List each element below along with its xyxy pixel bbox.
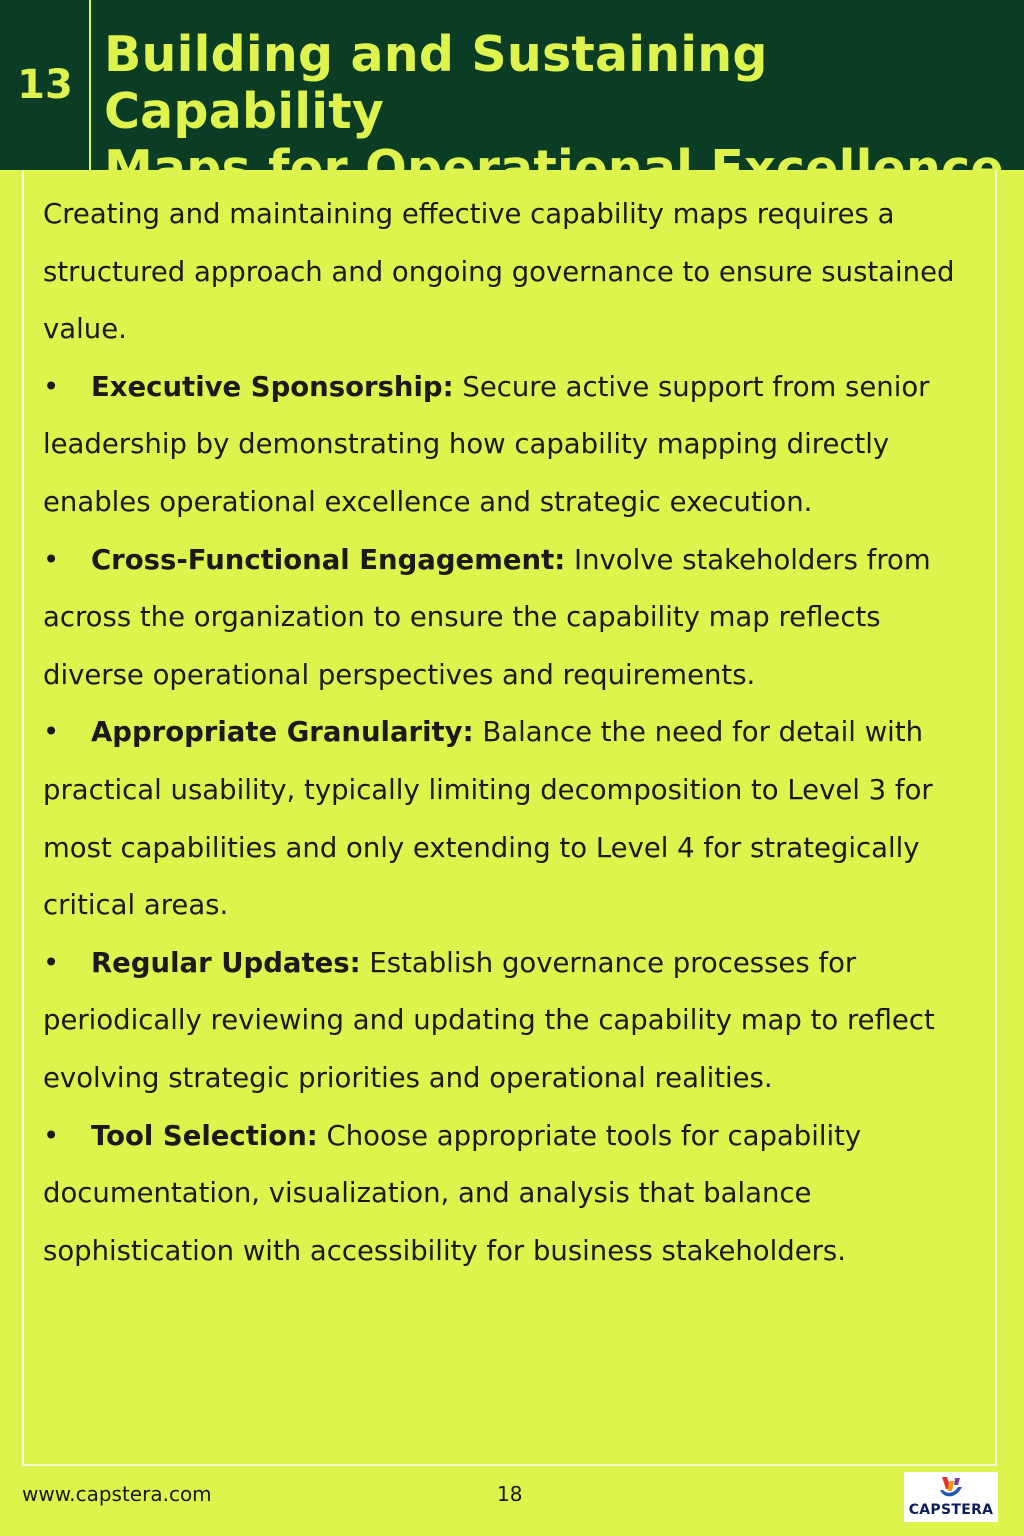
capstera-logo: [904, 1472, 998, 1522]
bullet-text: Secure active support from senior leadership by demonstrating how capability mapping directly enables operational excellence and strategic execution.: [43, 370, 930, 518]
logo-text: CAPSTERA: [908, 1502, 994, 1518]
bullet-term: Executive Sponsorship:: [91, 370, 454, 403]
header-divider: [89, 0, 91, 170]
bullet-icon: •: [43, 1119, 60, 1152]
intro-paragraph: Creating and maintaining effective capability maps requires a structured approach and ongoing governance to ensure sustained value.: [43, 198, 955, 346]
bullet-icon: •: [43, 716, 60, 749]
bullet-icon: •: [43, 946, 60, 979]
bullet-text: Establish governance processes for periodically reviewing and updating the capability map to reflect evolving strategic priorities and operational realities.: [43, 946, 935, 1094]
bullet-text: Choose appropriate tools for capability documentation, visualization, and analysis that balance sophistication with accessibility for business stakeholders.: [43, 1119, 862, 1267]
bullet-text: Involve stakeholders from across the organization to ensure the capability map reflects diverse operational perspectives and requirements.: [43, 543, 931, 691]
bullet-item: [43, 359, 963, 532]
bullet-item: [43, 1108, 963, 1281]
page-number: 18: [497, 1482, 523, 1506]
footer-website-link[interactable]: www.capstera.com: [22, 1482, 212, 1506]
bullet-item: [43, 532, 963, 705]
page-title-line-1: Building and Sustaining Capability: [104, 26, 768, 140]
chapter-header: [0, 0, 1024, 197]
capstera-logo-icon: [938, 1475, 964, 1501]
bullet-term: Tool Selection:: [91, 1119, 318, 1152]
body-content: [43, 186, 963, 1280]
bullet-term: Regular Updates:: [91, 946, 361, 979]
bullet-term: Cross-Functional Engagement:: [91, 543, 566, 576]
bullet-term: Appropriate Granularity:: [91, 716, 474, 749]
bullet-item: [43, 704, 963, 934]
bullet-item: [43, 935, 963, 1108]
bullet-text: Balance the need for detail with practical usability, typically limiting decomposition to Level 3 for most capabilities and only extending to Level 4 for strategically critical areas.: [43, 716, 933, 922]
page-title-line-2: Maps for Operational Excellence: [104, 140, 1004, 197]
bullet-icon: •: [43, 370, 60, 403]
chapter-number: 13: [17, 62, 73, 108]
bullet-icon: •: [43, 543, 60, 576]
